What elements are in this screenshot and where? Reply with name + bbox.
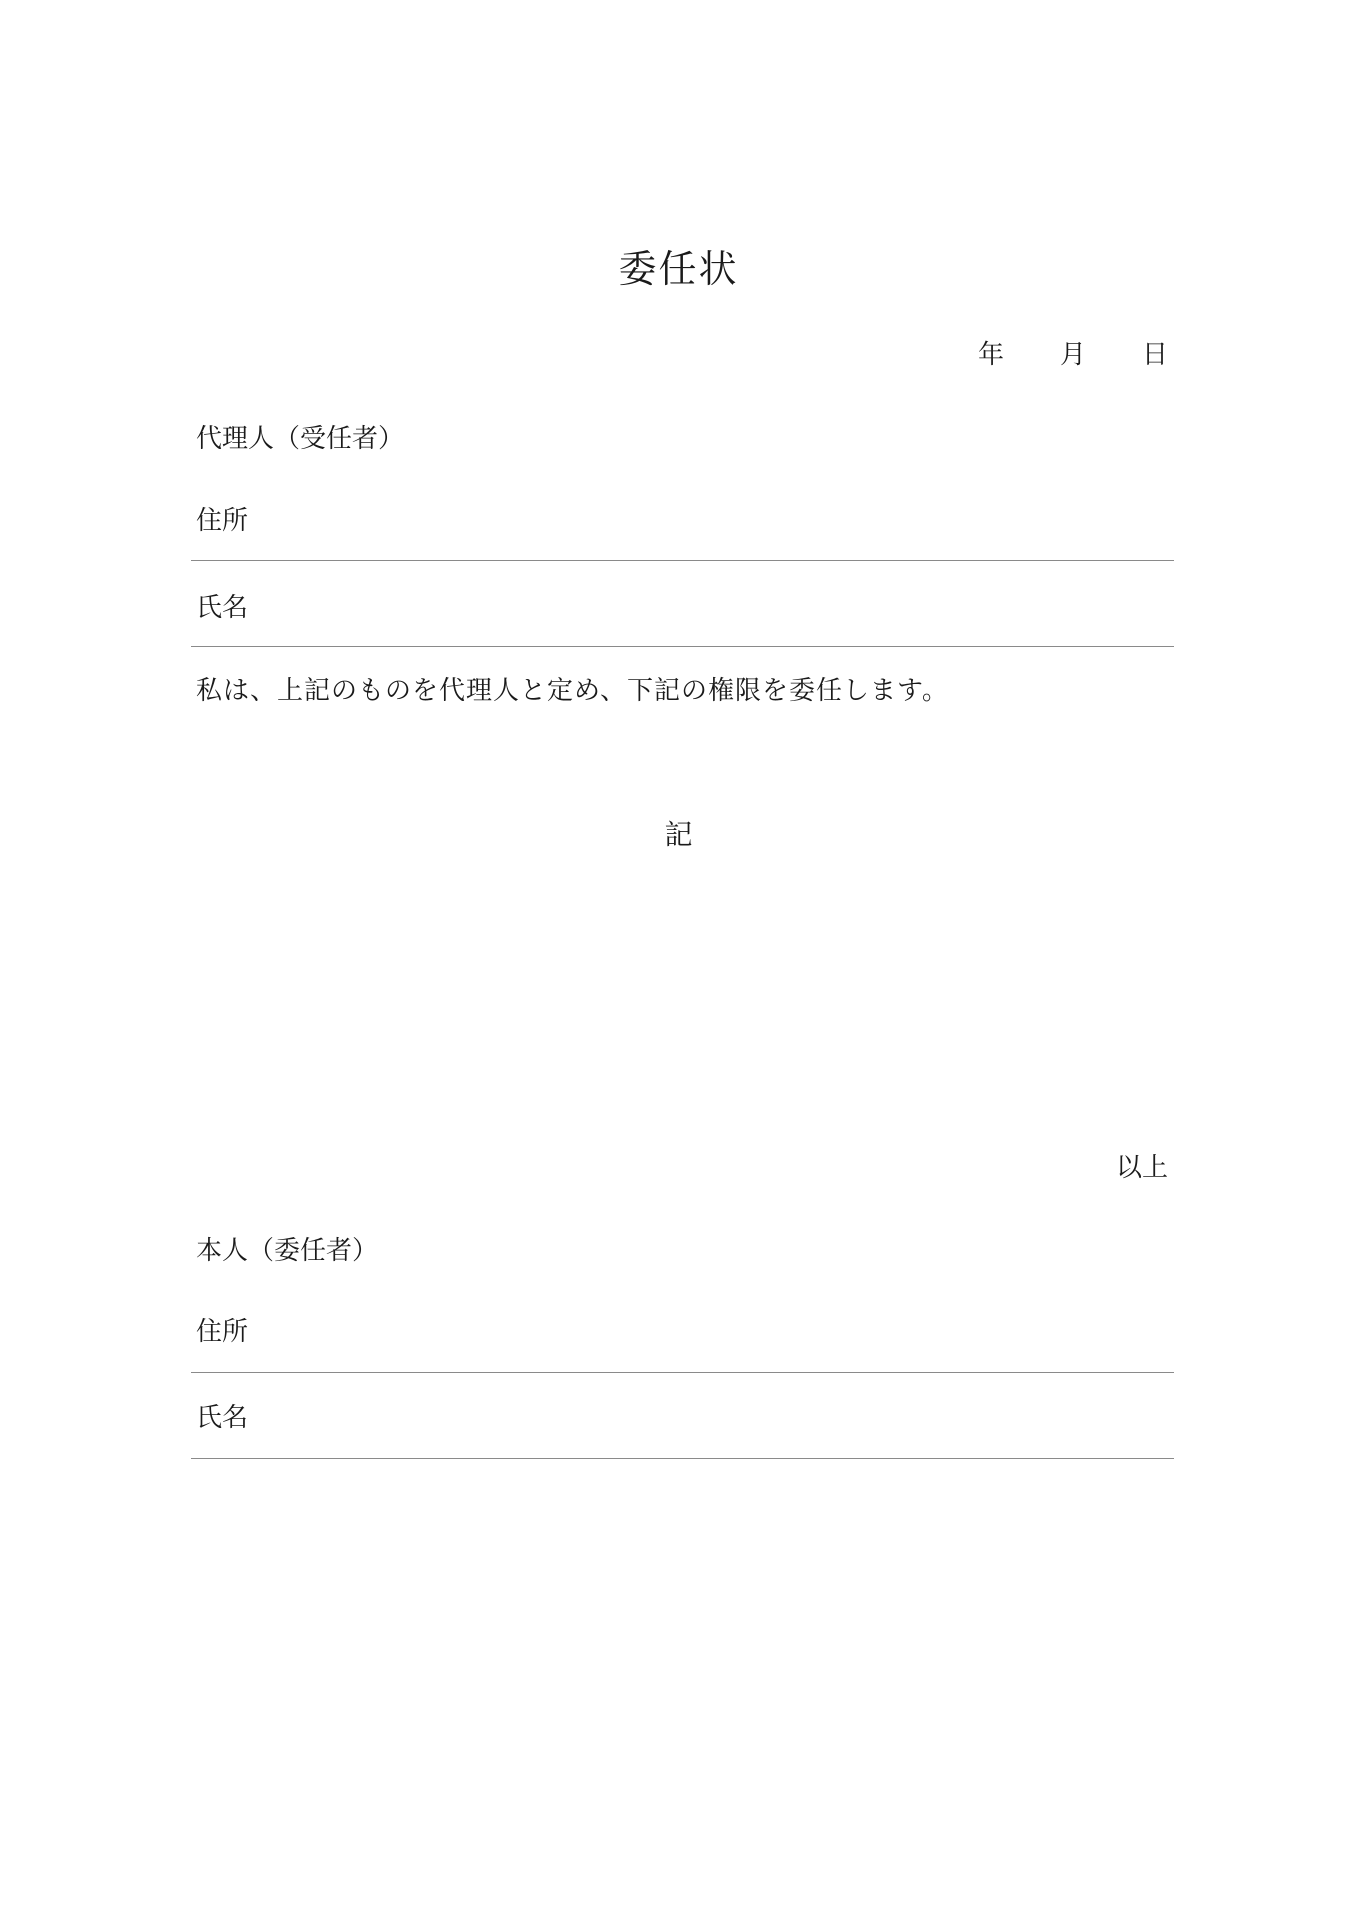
ki-heading: 記 xyxy=(664,818,693,851)
ijo-closing: 以上 xyxy=(1115,1153,1168,1183)
day-label: 日 xyxy=(1141,340,1168,370)
month-label: 月 xyxy=(1059,340,1086,370)
document-title: 委任状 xyxy=(618,247,739,291)
agent-address-label: 住所 xyxy=(196,506,249,536)
agent-heading: 代理人（受任者） xyxy=(196,424,405,454)
principal-name-line[interactable] xyxy=(191,1458,1174,1459)
year-label: 年 xyxy=(977,340,1004,370)
delegation-statement: 私は、上記のものを代理人と定め、下記の権限を委任します。 xyxy=(196,676,949,706)
date-line xyxy=(978,334,1168,371)
agent-address-line[interactable] xyxy=(191,560,1174,561)
principal-address-line[interactable] xyxy=(191,1372,1174,1373)
agent-name-label: 氏名 xyxy=(196,593,249,623)
principal-address-label: 住所 xyxy=(196,1317,249,1347)
principal-heading: 本人（委任者） xyxy=(196,1236,379,1266)
principal-name-label: 氏名 xyxy=(196,1403,249,1433)
agent-name-line[interactable] xyxy=(191,646,1174,647)
